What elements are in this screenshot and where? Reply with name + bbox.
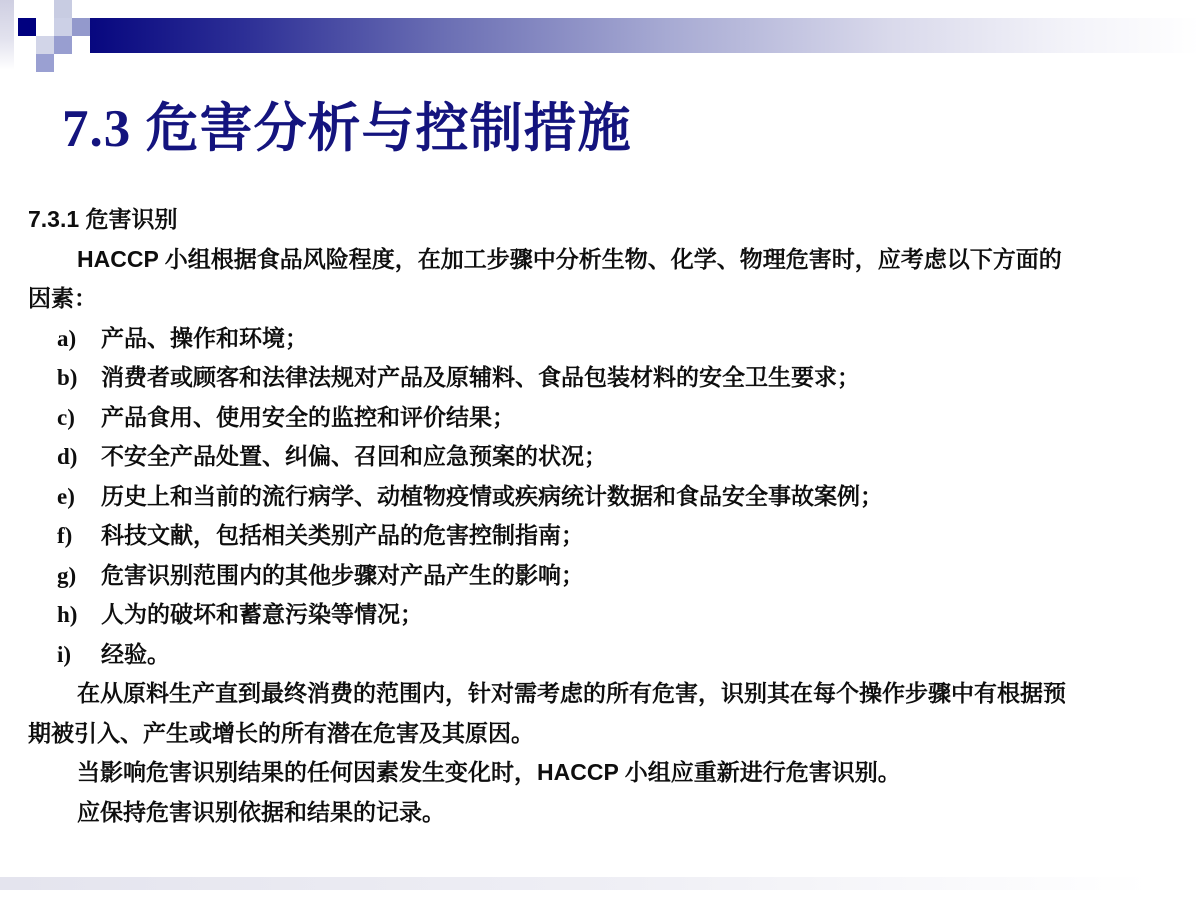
closing-para-line-2: 期被引入、产生或增长的所有潜在危害及其原因。 <box>28 719 534 746</box>
list-item-text: 消费者或顾客和法律法规对产品及原辅料、食品包装材料的安全卫生要求； <box>101 364 860 390</box>
list-item-label: e) <box>57 483 75 509</box>
list-item-text: 经验。 <box>101 640 170 667</box>
intro-line-2: 因素： <box>28 285 97 311</box>
top-gradient-bar <box>90 18 1200 53</box>
list-item-text: 科技文献，包括相关类别产品的危害控制指南； <box>101 522 584 548</box>
closing-para-line-1: 在从原料生产直到最终消费的范围内，针对需考虑的所有危害，识别其在每个操作步骤中有根据预 <box>77 680 1066 706</box>
list-item-a <box>28 319 1180 359</box>
list-item-label: d) <box>57 444 78 469</box>
list-item-label: b) <box>57 365 78 390</box>
list-item-e <box>28 477 1180 517</box>
list-item-c <box>28 398 1180 438</box>
slide-title: 7.3 危害分析与控制措施 <box>62 100 632 158</box>
list-item-h <box>28 595 1180 635</box>
list-item-b <box>28 358 1180 398</box>
list-item-label: c) <box>57 404 75 430</box>
deco-square <box>54 36 72 54</box>
deco-square <box>54 0 72 18</box>
deco-square <box>72 18 90 36</box>
list-item-label: i) <box>57 641 72 667</box>
left-gradient-strip <box>0 0 14 70</box>
list-item-text: 人为的破坏和蓄意污染等情况； <box>101 601 423 627</box>
list-item-text: 产品食用、使用安全的监控和评价结果； <box>101 403 515 430</box>
slide-body <box>28 200 1180 832</box>
bottom-gradient-bar <box>0 877 1150 890</box>
list-item-label: a) <box>57 325 77 351</box>
list-item-text: 不安全产品处置、纠偏、召回和应急预案的状况； <box>101 443 607 469</box>
list-item-g <box>28 556 1180 596</box>
list-item-i <box>28 635 1180 675</box>
deco-square <box>18 18 36 36</box>
list-item-text: 产品、操作和环境； <box>101 324 308 351</box>
closing-para-3: 当影响危害识别结果的任何因素发生变化时，HACCP 小组应重新进行危害识别。 <box>77 759 901 785</box>
closing-para-4: 应保持危害识别依据和结果的记录。 <box>77 798 445 825</box>
deco-square <box>54 18 72 36</box>
deco-square <box>36 36 54 54</box>
intro-line-1: HACCP 小组根据食品风险程度，在加工步骤中分析生物、化学、物理危害时，应考虑以下方面的 <box>77 245 1062 272</box>
deco-square <box>36 54 54 72</box>
list-item-label: h) <box>57 602 78 627</box>
list-item-text: 危害识别范围内的其他步骤对产品产生的影响； <box>101 561 584 588</box>
list-item-d <box>28 437 1180 477</box>
section-heading: 7.3.1 危害识别 <box>28 206 178 232</box>
list-item-label: g) <box>57 562 77 588</box>
list-item-f <box>28 516 1180 556</box>
list-item-text: 历史上和当前的流行病学、动植物疫情或疾病统计数据和食品安全事故案例； <box>101 482 883 509</box>
list-item-label: f) <box>57 523 73 548</box>
